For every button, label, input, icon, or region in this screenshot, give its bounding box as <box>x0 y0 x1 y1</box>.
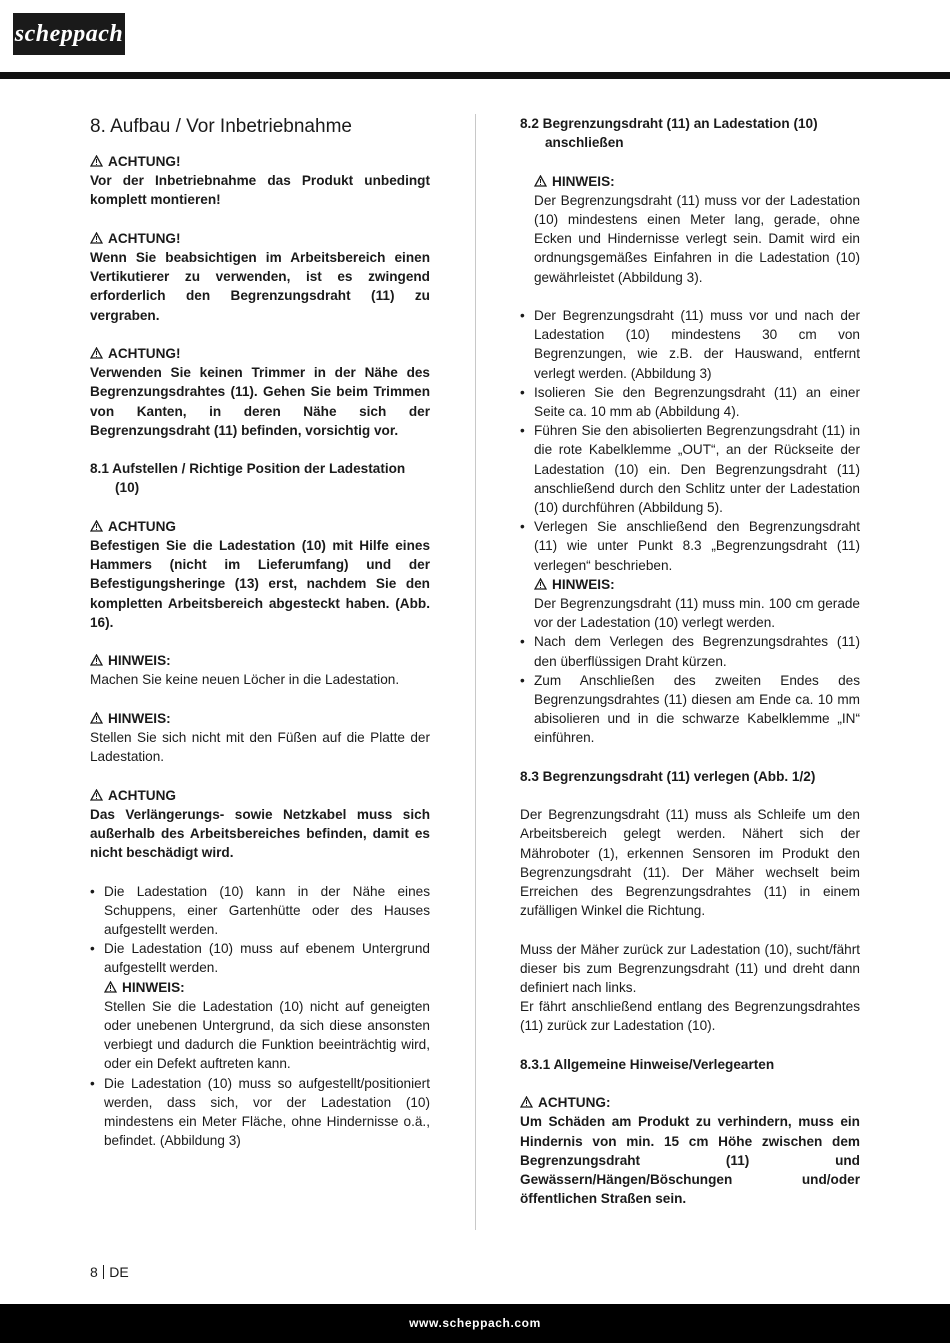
paragraph: Der Begrenzungsdraht (11) muss als Schleife um den Arbeitsbereich gelegt werden. Nähert sich der Mähroboter (1), erkennen Sensoren im Produkt den Begrenzungsdraht (11). Der Mäher wechselt beim Erreichen des Begrenzungsdrahtes (11) in einem zufälligen Winkel die Richtung. <box>520 807 860 919</box>
list-item: • Die Ladestation (10) muss so aufgestellt/positioniert werden, dass sich, vor der Ladestation (10) mindestens ein Meter Fläche, ohne Hindernisse o.ä., befindet. (Abbildung 3) <box>90 1074 430 1151</box>
subsection-title: 8.3 Begrenzungsdraht (11) verlegen (Abb. 1/2) <box>520 768 816 784</box>
list-item: • Die Ladestation (10) muss auf ebenem Untergrund aufgestellt werden. HINWEIS: Stellen Sie die Ladestation (10) nicht auf geneigten oder unebenen Untergrund, da sich diese ansonsten verbiegt und dadurch die Funktion beeinträchtig wird, oder ein Defekt auftreten kann. <box>90 939 430 1073</box>
list-item: • Zum Anschließen des zweiten Endes des Begrenzungsdrahtes (11) diesen am Ende ca. 10 mm abisolieren und in die schwarze Kabelklemme „IN“ einführen. <box>520 671 860 748</box>
note-heading: HINWEIS: <box>534 575 860 594</box>
warning-heading: ACHTUNG! <box>90 152 430 171</box>
warning-triangle-icon <box>90 789 103 801</box>
warning-triangle-icon <box>90 520 103 532</box>
warning-triangle-icon <box>90 155 103 167</box>
warning-text: Befestigen Sie die Ladestation (10) mit Hilfe eines Hammers (nicht im Lieferumfang) und der Befestigungsheringe (13) erst, nachdem Sie den kompletten Arbeitsbereich abgesteckt haben. (Abb. 16). <box>90 538 430 630</box>
warning-text: Wenn Sie beabsichtigen im Arbeitsbereich einen Vertikutierer zu verwenden, ist es zwingend erforderlich den Begrenzungsdraht (11) zu vergraben. <box>90 250 430 323</box>
warning-triangle-icon <box>534 175 547 187</box>
warning-triangle-icon <box>104 981 117 993</box>
subsection-title: 8.1 Aufstellen / Richtige Position der Ladestation (10) <box>90 461 406 496</box>
left-column <box>90 114 430 1150</box>
page-number: 8 DE <box>90 1264 129 1280</box>
warning-triangle-icon <box>90 654 103 666</box>
warning-triangle-icon <box>90 712 103 724</box>
note-heading: HINWEIS: <box>534 172 860 191</box>
subsection-title: 8.3.1 Allgemeine Hinweise/Verlegearten <box>520 1056 775 1072</box>
warning-triangle-icon <box>90 232 103 244</box>
list-item: • Führen Sie den abisolierten Begrenzungsdraht (11) in die rote Kabelklemme „OUT“, an der Rückseite der Ladestation (10) ein. Den Begrenzungsdraht (11) anschließend durch den Schlitz unter der Ladestation (10) durchführen (Abbildung 5). <box>520 421 860 517</box>
warning-heading: ACHTUNG: <box>520 1093 860 1112</box>
warning-heading: ACHTUNG <box>90 517 430 536</box>
subsection-title: 8.2 Begrenzungsdraht (11) an Ladestation (10) anschließen <box>520 116 818 151</box>
list-item: • Isolieren Sie den Begrenzungsdraht (11) an einer Seite ca. 10 mm ab (Abbildung 4). <box>520 383 860 421</box>
right-column <box>520 114 860 1208</box>
warning-text: Vor der Inbetriebnahme das Produkt unbedingt komplett montieren! <box>90 173 430 208</box>
list-item: • Der Begrenzungsdraht (11) muss vor und nach der Ladestation (10) mindestens 30 cm von Begrenzungen, wie z.B. der Hauswand, entfernt verlegt werden. (Abbildung 3) <box>520 306 860 383</box>
warning-text: Das Verlängerungs- sowie Netzkabel muss sich außerhalb des Arbeitsbereiches befinden, damit es nicht beschädigt wird. <box>90 806 430 861</box>
list-item: • Die Ladestation (10) kann in der Nähe eines Schuppens, einer Gartenhütte oder des Hauses aufgestellt werden. <box>90 882 430 940</box>
note-heading: HINWEIS: <box>104 978 430 997</box>
warning-text: Um Schäden am Produkt zu verhindern, muss ein Hindernis von min. 15 cm Höhe zwischen dem Begrenzungsdraht (11) und Gewässern/Hängen/Böschungen und/oder öffentlichen Straßen sein. <box>520 1114 860 1207</box>
scheppach-logo: scheppach <box>13 13 125 55</box>
column-divider <box>475 114 476 1230</box>
section-title: 8. Aufbau / Vor Inbetriebnahme <box>90 116 352 137</box>
warning-triangle-icon <box>534 578 547 590</box>
note-text: Der Begrenzungsdraht (11) muss min. 100 cm gerade vor der Ladestation (10) verlegt werden. <box>534 596 860 631</box>
warning-triangle-icon <box>520 1096 533 1108</box>
note-text: Stellen Sie sich nicht mit den Füßen auf die Platte der Ladestation. <box>90 730 430 765</box>
note-heading: HINWEIS: <box>90 651 430 670</box>
bullet-list <box>520 306 860 748</box>
warning-heading: ACHTUNG! <box>90 344 430 363</box>
paragraph: Muss der Mäher zurück zur Ladestation (10), sucht/fährt dieser bis zum Begrenzungsdraht (11) und dreht dann definiert nach links. <box>520 941 860 996</box>
list-item: • Verlegen Sie anschließend den Begrenzungsdraht (11) wie unter Punkt 8.3 „Begrenzungsdraht (11) verlegen“ beschrieben. HINWEIS: Der Begrenzungsdraht (11) muss min. 100 cm gerade vor der Ladestation (10) verlegt werden. <box>520 517 860 632</box>
note-text: Der Begrenzungsdraht (11) muss vor der Ladestation (10) mindestens einen Meter lang, gerade, ohne Ecken und Hindernisse verlegt sein. Damit wird ein ordnungsgemäßes Einfahren in die Ladestation (10) gewährleistet (Abbildung 3). <box>534 192 860 285</box>
website-url: www.scheppach.com <box>409 1316 541 1330</box>
warning-heading: ACHTUNG <box>90 786 430 805</box>
warning-text: Verwenden Sie keinen Trimmer in der Nähe des Begrenzungsdrahtes (11). Gehen Sie beim Trimmen von Kanten, in deren Nähe sich der Begrenzungsdraht (11) befinden, vorsichtig vor. <box>90 365 430 438</box>
note-text: Stellen Sie die Ladestation (10) nicht auf geneigten oder unebenen Untergrund, da sich diese ansonsten verbiegt und dadurch die Funktion beeinträchtig wird, oder ein Defekt auftreten kann. <box>104 998 430 1072</box>
paragraph: Er fährt anschließend entlang des Begrenzungsdrahtes (11) zurück zur Ladestation (10). <box>520 999 860 1034</box>
header-rule <box>0 72 950 79</box>
list-item: • Nach dem Verlegen des Begrenzungsdrahtes (11) den überflüssigen Draht kürzen. <box>520 632 860 670</box>
bullet-list <box>90 882 430 1151</box>
note-text: Machen Sie keine neuen Löcher in die Ladestation. <box>90 672 400 688</box>
warning-triangle-icon <box>90 347 103 359</box>
warning-heading: ACHTUNG! <box>90 229 430 248</box>
note-heading: HINWEIS: <box>90 709 430 728</box>
